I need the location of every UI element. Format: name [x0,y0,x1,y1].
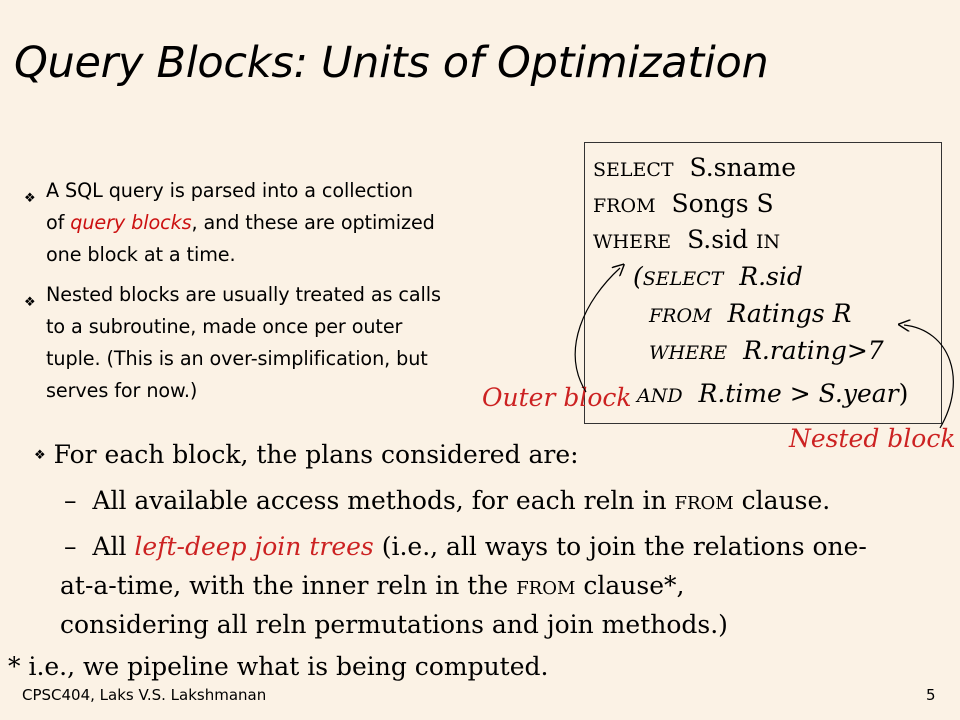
plans-intro: ❖ For each block, the plans considered are: [34,440,579,469]
nested-block-label: Nested block [789,424,956,453]
sql-line-subfrom: FROM Ratings R [649,299,852,328]
sql-line-select: SELECT S.sname [593,153,797,182]
diamond-bullet-icon: ❖ [24,191,36,206]
plan-item-access-methods: – All available access methods, for each reln in FROM clause. [64,486,831,515]
footnote: * i.e., we pipeline what is being computed. [8,652,549,681]
sql-line-and: AND R.time > S.year) [637,379,909,408]
bullet-query-blocks: ❖ A SQL query is parsed into a collection of query blocks, and these are optimized one block at a time. [24,179,435,266]
plan-item-left-deep-cont1: at-a-time, with the inner reln in the FROM clause*, [60,571,685,600]
slide-title: Query Blocks: Units of Optimization [14,38,769,88]
sql-line-subwhere: WHERE R.rating>7 [649,336,884,365]
diamond-bullet-icon: ❖ [34,448,46,463]
sql-line-subselect: (SELECT R.sid [633,262,803,291]
left-deep-term: left-deep join trees [134,532,374,561]
query-blocks-term: query blocks [70,211,192,234]
sql-line-where: WHERE S.sid IN [593,225,781,254]
footer-course: CPSC404, Laks V.S. Lakshmanan [22,686,267,704]
sql-example-box [584,142,942,424]
sql-line-from: FROM Songs S [593,189,774,218]
outer-block-label: Outer block [482,383,632,412]
bullet-list [24,175,584,415]
page-number: 5 [926,686,936,704]
dash-marker: – [64,532,77,561]
plan-item-left-deep-cont2: considering all reln permutations and join methods.) [60,610,728,639]
plan-item-left-deep: – All left-deep join trees (i.e., all ways to join the relations one- [64,532,867,561]
diamond-bullet-icon: ❖ [24,295,36,310]
bullet-nested-blocks: ❖ Nested blocks are usually treated as calls to a subroutine, made once per outer tuple. (This is an over-simplification, but serves for now.) [24,283,441,402]
dash-marker: – [64,486,77,515]
